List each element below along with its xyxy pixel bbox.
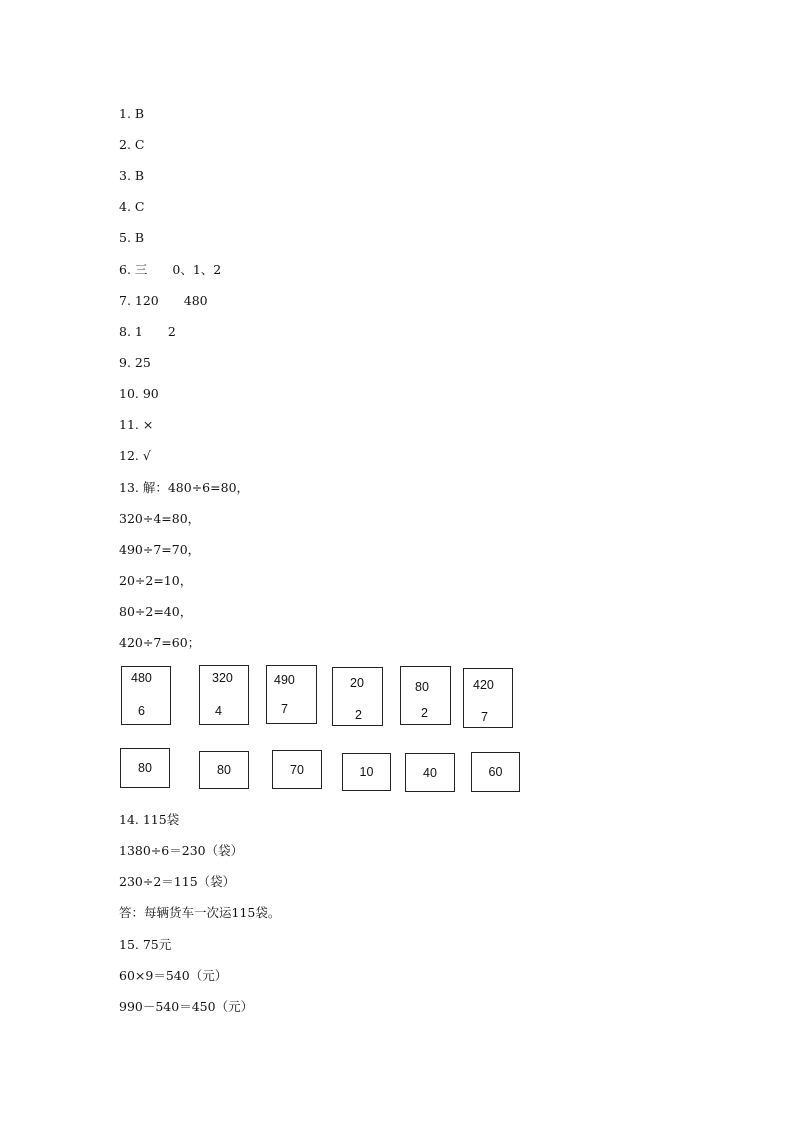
answer-line: 答：每辆货车一次运115袋。 (119, 905, 281, 920)
divisor-text: 2 (421, 706, 428, 720)
answer-line: 5. B (119, 230, 145, 245)
answer-line: 4. C (119, 199, 145, 214)
division-card (332, 667, 383, 726)
answer-line: 990－540＝450（元） (119, 999, 254, 1014)
answer-line: 80÷2=40， (119, 604, 193, 619)
result-card: 40 (405, 753, 455, 792)
result-card: 80 (120, 748, 170, 788)
answer-line: 9. 25 (119, 355, 151, 370)
dividend-text: 20 (350, 676, 364, 690)
answer-line: 14. 115袋 (119, 812, 180, 827)
division-card (400, 666, 451, 725)
answer-line: 13. 解：480÷6=80， (119, 480, 250, 495)
answer-line: 1. B (119, 106, 145, 121)
divisor-text: 7 (281, 702, 288, 716)
answer-line: 1380÷6＝230（袋） (119, 843, 244, 858)
divisor-text: 6 (138, 704, 145, 718)
divisor-text: 4 (215, 704, 222, 718)
answer-line: 230÷2＝115（袋） (119, 874, 236, 889)
result-card: 10 (342, 753, 391, 791)
answer-line: 8. 1 2 (119, 324, 176, 339)
answer-line: 420÷7=60； (119, 635, 201, 650)
answer-line: 490÷7=70， (119, 542, 201, 557)
divisor-text: 2 (355, 708, 362, 722)
answer-line: 10. 90 (119, 386, 159, 401)
result-card: 60 (471, 752, 520, 792)
answer-line: 12. √ (119, 448, 151, 463)
division-card (266, 665, 317, 724)
answer-line: 15. 75元 (119, 937, 172, 952)
division-card (463, 668, 513, 728)
answer-line: 20÷2=10， (119, 573, 193, 588)
answer-line: 11. × (119, 417, 154, 432)
dividend-text: 420 (473, 678, 494, 692)
answer-line: 6. 三 0、1、2 (119, 262, 222, 277)
answer-line: 2. C (119, 137, 145, 152)
result-card: 80 (199, 751, 249, 789)
division-card (121, 666, 171, 725)
answer-line: 3. B (119, 168, 145, 183)
result-card: 70 (272, 750, 322, 789)
answer-line: 7. 120 480 (119, 293, 208, 308)
dividend-text: 480 (131, 671, 152, 685)
division-card (199, 665, 249, 725)
divisor-text: 7 (481, 710, 488, 724)
answer-line: 60×9＝540（元） (119, 968, 228, 983)
dividend-text: 80 (415, 680, 429, 694)
answer-line: 320÷4=80， (119, 511, 201, 526)
dividend-text: 490 (274, 673, 295, 687)
dividend-text: 320 (212, 671, 233, 685)
